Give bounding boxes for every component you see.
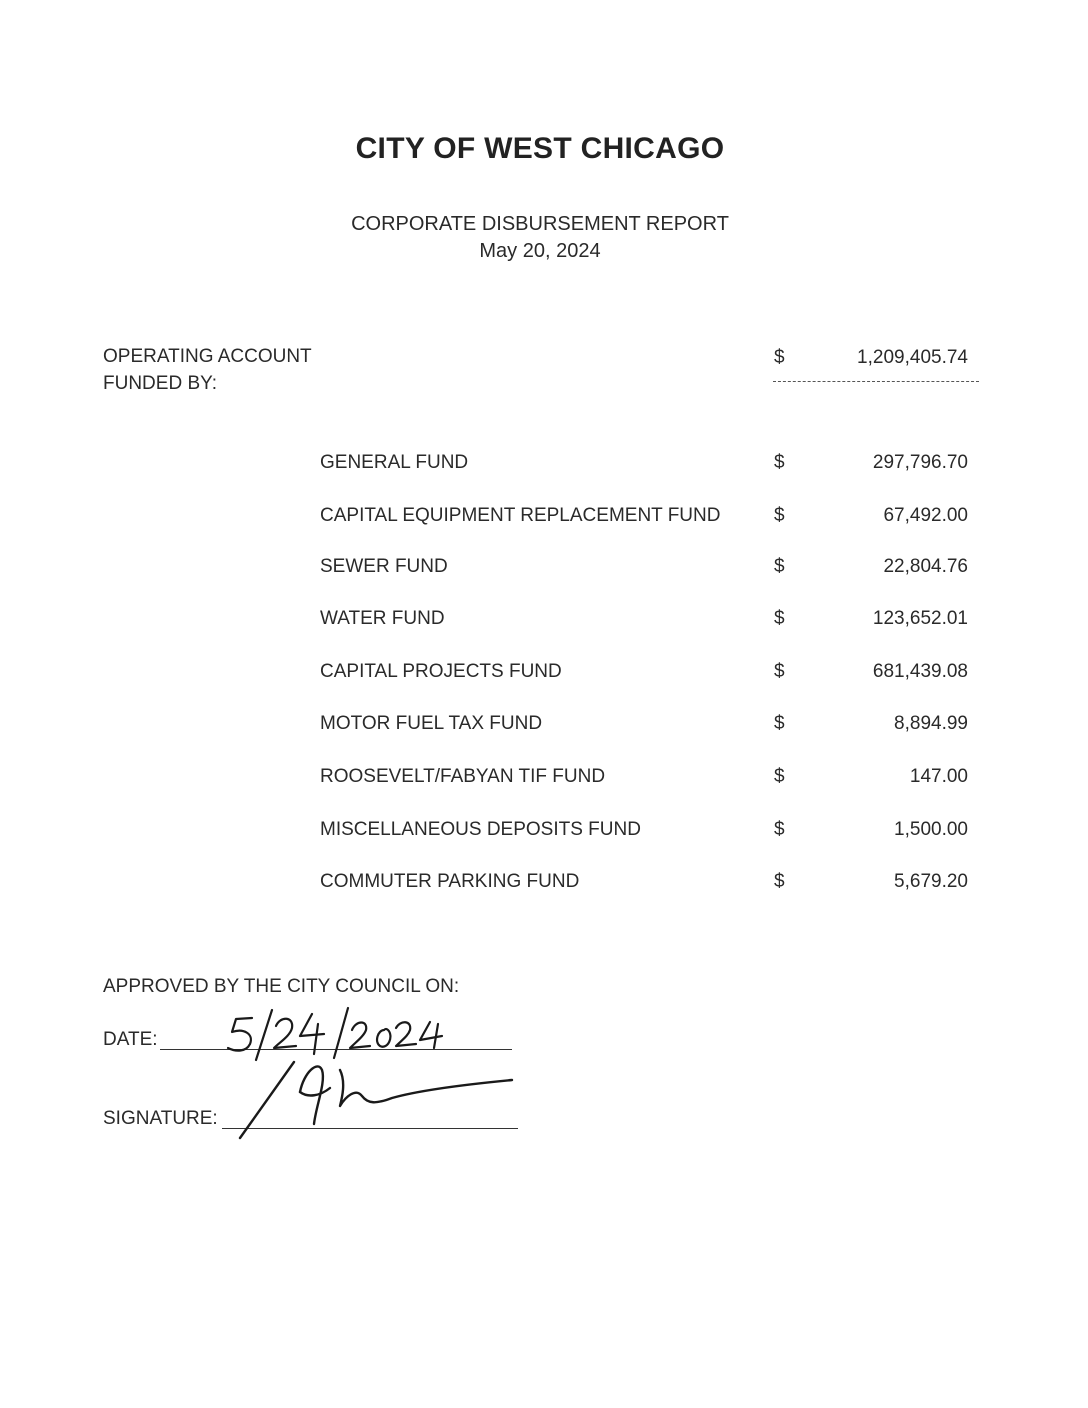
fund-name: MISCELLANEOUS DEPOSITS FUND [320, 819, 641, 840]
approval-heading: APPROVED BY THE CITY COUNCIL ON: [103, 976, 460, 997]
operating-amount: 1,209,405.74 [857, 347, 968, 368]
fund-name: WATER FUND [320, 608, 445, 629]
fund-amount: 67,492.00 [883, 505, 968, 526]
operating-currency: $ [774, 347, 785, 368]
fund-currency: $ [774, 661, 785, 682]
fund-name: CAPITAL PROJECTS FUND [320, 661, 562, 682]
fund-amount: 147.00 [909, 766, 968, 787]
fund-currency: $ [774, 608, 785, 629]
fund-amount: 297,796.70 [872, 452, 968, 473]
fund-name: CAPITAL EQUIPMENT REPLACEMENT FUND [320, 505, 721, 526]
fund-currency: $ [774, 766, 785, 787]
fund-currency: $ [774, 871, 785, 892]
report-subtitle: CORPORATE DISBURSEMENT REPORT [351, 213, 729, 235]
fund-name: GENERAL FUND [320, 452, 469, 473]
fund-currency: $ [774, 505, 785, 526]
fund-currency: $ [774, 452, 785, 473]
fund-amount: 8,894.99 [894, 713, 968, 734]
fund-name: SEWER FUND [320, 556, 448, 577]
fund-name: COMMUTER PARKING FUND [320, 871, 580, 892]
funded-by-label: FUNDED BY: [103, 373, 218, 394]
fund-name: MOTOR FUEL TAX FUND [320, 713, 543, 734]
fund-amount: 1,500.00 [894, 819, 968, 840]
fund-name: ROOSEVELT/FABYAN TIF FUND [320, 766, 606, 787]
fund-amount: 681,439.08 [872, 661, 968, 682]
fund-amount: 123,652.01 [872, 608, 968, 629]
report-date: May 20, 2024 [479, 240, 601, 262]
fund-amount: 5,679.20 [894, 871, 968, 892]
page-title: CITY OF WEST CHICAGO [355, 132, 725, 165]
fund-amount: 22,804.76 [883, 556, 968, 577]
operating-account-label: OPERATING ACCOUNT [103, 346, 312, 367]
signature-label: SIGNATURE: [103, 1108, 218, 1129]
date-label: DATE: [103, 1029, 158, 1050]
fund-currency: $ [774, 556, 785, 577]
fund-currency: $ [774, 819, 785, 840]
fund-currency: $ [774, 713, 785, 734]
